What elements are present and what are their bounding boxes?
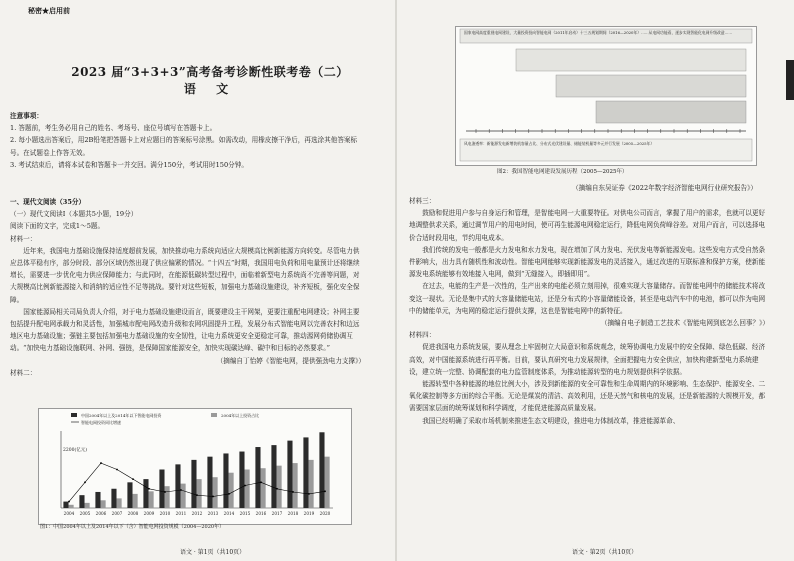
bar bbox=[223, 453, 228, 508]
x-tick-label: 2004 bbox=[63, 511, 75, 516]
bar bbox=[181, 484, 186, 508]
material3-paragraph-3: 在过去，电能的生产是一次性的，生产出来的电能必须立刻用掉，很难实现大容量储存。而智能电网中的储能技术将改变这一现状。无论是集中式的大容量储能电站，还是分布式的小容量储能设备，甚至是电动汽车中的电池，都可以作为电网中的储能单元，为电网的稳定运行提供支撑，这也是智能电网中的新特征。 bbox=[409, 282, 766, 315]
bar bbox=[175, 464, 180, 508]
material1-paragraph-1: 近年来，我国电力基础设施保持适度超前发展，加快推动电力系统向适应大规模高比例新能源方向转变。尽管电力供应总体平稳有序，部分时段、部分区域仍然出现了供应偏紧的情况。“十四五”时期，我国用电负荷和用电量预计还将继续增长，需要进一步优化电力供应保障能力；与此同时，在能源低碳转型过程中，面临着新型电力系统尚不完善等问题，对大规模高比例新能源接入和消纳的适应性不足等挑战。要针对这些短板，加强电力基础设施建设，补齐短板，强化安全保障。 bbox=[10, 246, 360, 304]
bar bbox=[245, 470, 250, 509]
material4-paragraph-3: 我国已经明确了采取市场机制来推进生态文明建设，推进电力体制改革，推进能源革命、 bbox=[422, 416, 680, 425]
material3-label: 材料三： bbox=[409, 197, 436, 205]
left-page bbox=[0, 0, 395, 561]
note-3: 3. 考试结束后，请将本试卷和答题卡一并交回。满分150分，考试用时150分钟。 bbox=[10, 160, 248, 169]
bar bbox=[127, 482, 132, 508]
legend-label: 智能电网投资同比增速 bbox=[81, 420, 121, 425]
material3-source: （摘编自电子制造工艺技术《智能电网到底怎么回事？》） bbox=[600, 319, 769, 328]
material1-paragraph-2: 国家能源局相关司局负责人介绍，对于电力基础设施建设而言，既要建设主干网架，更要注重配电网建设；补网主要包括提升配电网承载力和灵活性，加强城市配电网改造升级和农网巩固提升工程，发展分布式智能电网以完善农村和边远地区电力基础设施；强链主要包括加强电力基础设施的安全韧性，让电力系统更安全更稳定可靠，推动源网荷储协调互动。“加快电力基础设施联网、补网、强链，是保障国家能源安全，加快实现碳达峰、碳中和目标的必然要求。” bbox=[10, 307, 360, 353]
legend-label: 中国2004年以上及2014年以下智能电网投资 bbox=[81, 413, 162, 418]
timeline-phase-box-1 bbox=[516, 49, 746, 71]
legend-label: 2004年以上投资占比 bbox=[221, 413, 260, 418]
bar bbox=[261, 468, 266, 508]
bar bbox=[165, 486, 170, 508]
right-footer: 语文 · 第2页（共10页） bbox=[572, 549, 638, 556]
note-2: 2. 每小题选出答案后，用2B铅笔把答题卡上对应题目的答案标号涂黑。如需改动，用橡皮擦干净后，再选涂其他答案标号。在试题卷上作答无效。 bbox=[10, 136, 358, 157]
material2-label: 材料二： bbox=[10, 368, 37, 377]
bar bbox=[133, 494, 138, 508]
x-tick-label: 2017 bbox=[271, 511, 283, 516]
subject-title: 语 文 bbox=[183, 82, 237, 96]
bar bbox=[85, 503, 90, 508]
bar bbox=[111, 489, 116, 508]
subsection-heading: （一）现代文阅读Ⅰ（本题共5小题，19分） bbox=[10, 210, 138, 219]
bar bbox=[239, 452, 244, 508]
x-tick-label: 2009 bbox=[143, 511, 155, 516]
x-tick-label: 2006 bbox=[95, 511, 107, 516]
note-1: 1. 答题前，考生务必用自己的姓名、考场号、座位号填写在答题卡上。 bbox=[10, 124, 217, 133]
bar bbox=[309, 460, 314, 508]
bar bbox=[143, 479, 148, 508]
x-tick-label: 2020 bbox=[319, 511, 331, 516]
bar bbox=[319, 432, 324, 508]
bar bbox=[303, 437, 308, 508]
x-tick-label: 2018 bbox=[287, 511, 299, 516]
bar bbox=[207, 457, 212, 508]
timeline-caption: 图2：我国智能电网建设发展历程（2005—2025年） bbox=[497, 169, 628, 175]
bar bbox=[325, 457, 330, 508]
chart-caption: 图1：中国2004年以上及2014年以下（含）智能电网投资规模（2004—2020年） bbox=[40, 524, 225, 530]
x-tick-label: 2008 bbox=[127, 511, 139, 516]
confidential-tag: 秘密★启用前 bbox=[28, 6, 70, 15]
investment-chart-svg bbox=[39, 409, 351, 524]
x-tick-label: 2016 bbox=[255, 511, 267, 516]
bar bbox=[197, 479, 202, 508]
bar bbox=[229, 473, 234, 508]
material4-paragraph-2: 能源转型中各种能源的地位比例大小，涉及到新能源的安全可靠性和生命周期内的环境影响、生态保护、能源安全、二氧化碳控制等多方面的综合平衡。无论是煤炭的清洁、高效利用，还是天然气和核电的发展，还是新能源的大规模开发，都需要国家层面的统筹谋划和科学调度，才能促进能源高质量发展。 bbox=[409, 380, 766, 413]
material4-paragraph-1: 促进我国电力系统发展，要从理念上牢固树立大局意识和系统观念，统筹协调电力发展中的安全保障、绿色低碳、经济高效，对中国能源系统进行再平衡。目前，要认真研究电力发展规律，全面把握电力安全供应，加快构建新型电力系统建设，建立统一完整、协调配套的电力监管制度体系，为推动能源转型的电力规划提供科学依据。 bbox=[409, 343, 766, 376]
bar bbox=[79, 495, 84, 508]
notes-block bbox=[10, 110, 365, 171]
x-tick-label: 2011 bbox=[175, 511, 187, 516]
bar bbox=[63, 502, 68, 508]
bar bbox=[255, 447, 260, 508]
legend-swatch bbox=[211, 413, 217, 417]
material4-label: 材料四： bbox=[409, 331, 436, 340]
legend-swatch bbox=[71, 413, 77, 417]
x-tick-label: 2010 bbox=[159, 511, 171, 516]
bar bbox=[271, 445, 276, 508]
material3-block bbox=[409, 195, 769, 427]
material3-paragraph-2: 我们传统的发电一般都是火力发电和水力发电，现在增加了风力发电、光伏发电等新能源发电。这些发电方式受自然条件影响大，出力具有随机性和波动性。智能电网能够实现新能源发电的灵活接入，通过改进的互联标准和保护方案，使新能源发电系统能够有效地接入电网，做到“无缝接入，即插即用”。 bbox=[409, 245, 766, 279]
bar bbox=[159, 470, 164, 509]
bar bbox=[277, 466, 282, 508]
bar bbox=[69, 505, 74, 508]
bar bbox=[117, 498, 122, 508]
timeline-phase-box-2 bbox=[556, 75, 746, 97]
material1-source: （摘编自丁怡婷《智能电网，提供强劲电力支撑》） bbox=[216, 356, 365, 365]
instruction: 阅读下面的文字，完成1～5题。 bbox=[10, 222, 105, 231]
section-heading: 一、现代文阅读（35分） bbox=[10, 198, 86, 206]
exam-title: 2023 届“3+3+3”高考备考诊断性联考卷（二） bbox=[71, 65, 349, 79]
chart-annotation: 2200(亿元) bbox=[63, 448, 87, 453]
section-block bbox=[10, 196, 365, 379]
x-tick-label: 2012 bbox=[191, 511, 203, 516]
investment-chart bbox=[38, 408, 352, 525]
development-timeline-figure bbox=[455, 26, 757, 166]
timeline-source: （摘编自东吴证券《2022年数字经济智能电网行业研究报告》） bbox=[572, 184, 757, 192]
bar bbox=[213, 477, 218, 508]
bar bbox=[293, 463, 298, 508]
timeline-header-text: 国家电网高度重视电网建设，大量投资投向智能电网（2011年启动）十三五规划期间（2016—2020年）……从电网功能看，逐步实现智能化电网升级改造…… bbox=[464, 30, 733, 35]
timeline-note: 风电渗透率：新能源发电新增装机容量占比、分布式光伏建设量、储能装机量等多元并行发展（2005—2025年） bbox=[464, 141, 655, 146]
bar bbox=[191, 460, 196, 508]
bar bbox=[287, 441, 292, 508]
side-tab bbox=[786, 60, 794, 100]
x-tick-label: 2005 bbox=[79, 511, 91, 516]
x-tick-label: 2007 bbox=[111, 511, 123, 516]
bar bbox=[101, 500, 106, 508]
left-footer: 语文 · 第1页（共10页） bbox=[180, 549, 246, 556]
x-tick-label: 2015 bbox=[239, 511, 251, 516]
x-tick-label: 2019 bbox=[303, 511, 315, 516]
x-tick-label: 2014 bbox=[223, 511, 235, 516]
bar bbox=[95, 492, 100, 508]
bar bbox=[149, 491, 154, 508]
x-tick-label: 2013 bbox=[207, 511, 219, 516]
right-page bbox=[397, 0, 794, 561]
material3-paragraph-1: 鼓励和促进用户参与自身运行和管理，是智能电网一大重要特征。对供电公司而言，掌握了用户的需求，也就可以更好地调整供求关系，通过调节用户的用电时间，使可再生能源电网稳定运行，降低电网负荷峰谷差。对用户而言，可以选择电价合适时段用电，节约用电成本。 bbox=[409, 209, 766, 242]
notes-heading: 注意事项： bbox=[10, 112, 43, 120]
timeline-phase-box-3 bbox=[596, 101, 746, 123]
material1-label: 材料一： bbox=[10, 234, 37, 243]
